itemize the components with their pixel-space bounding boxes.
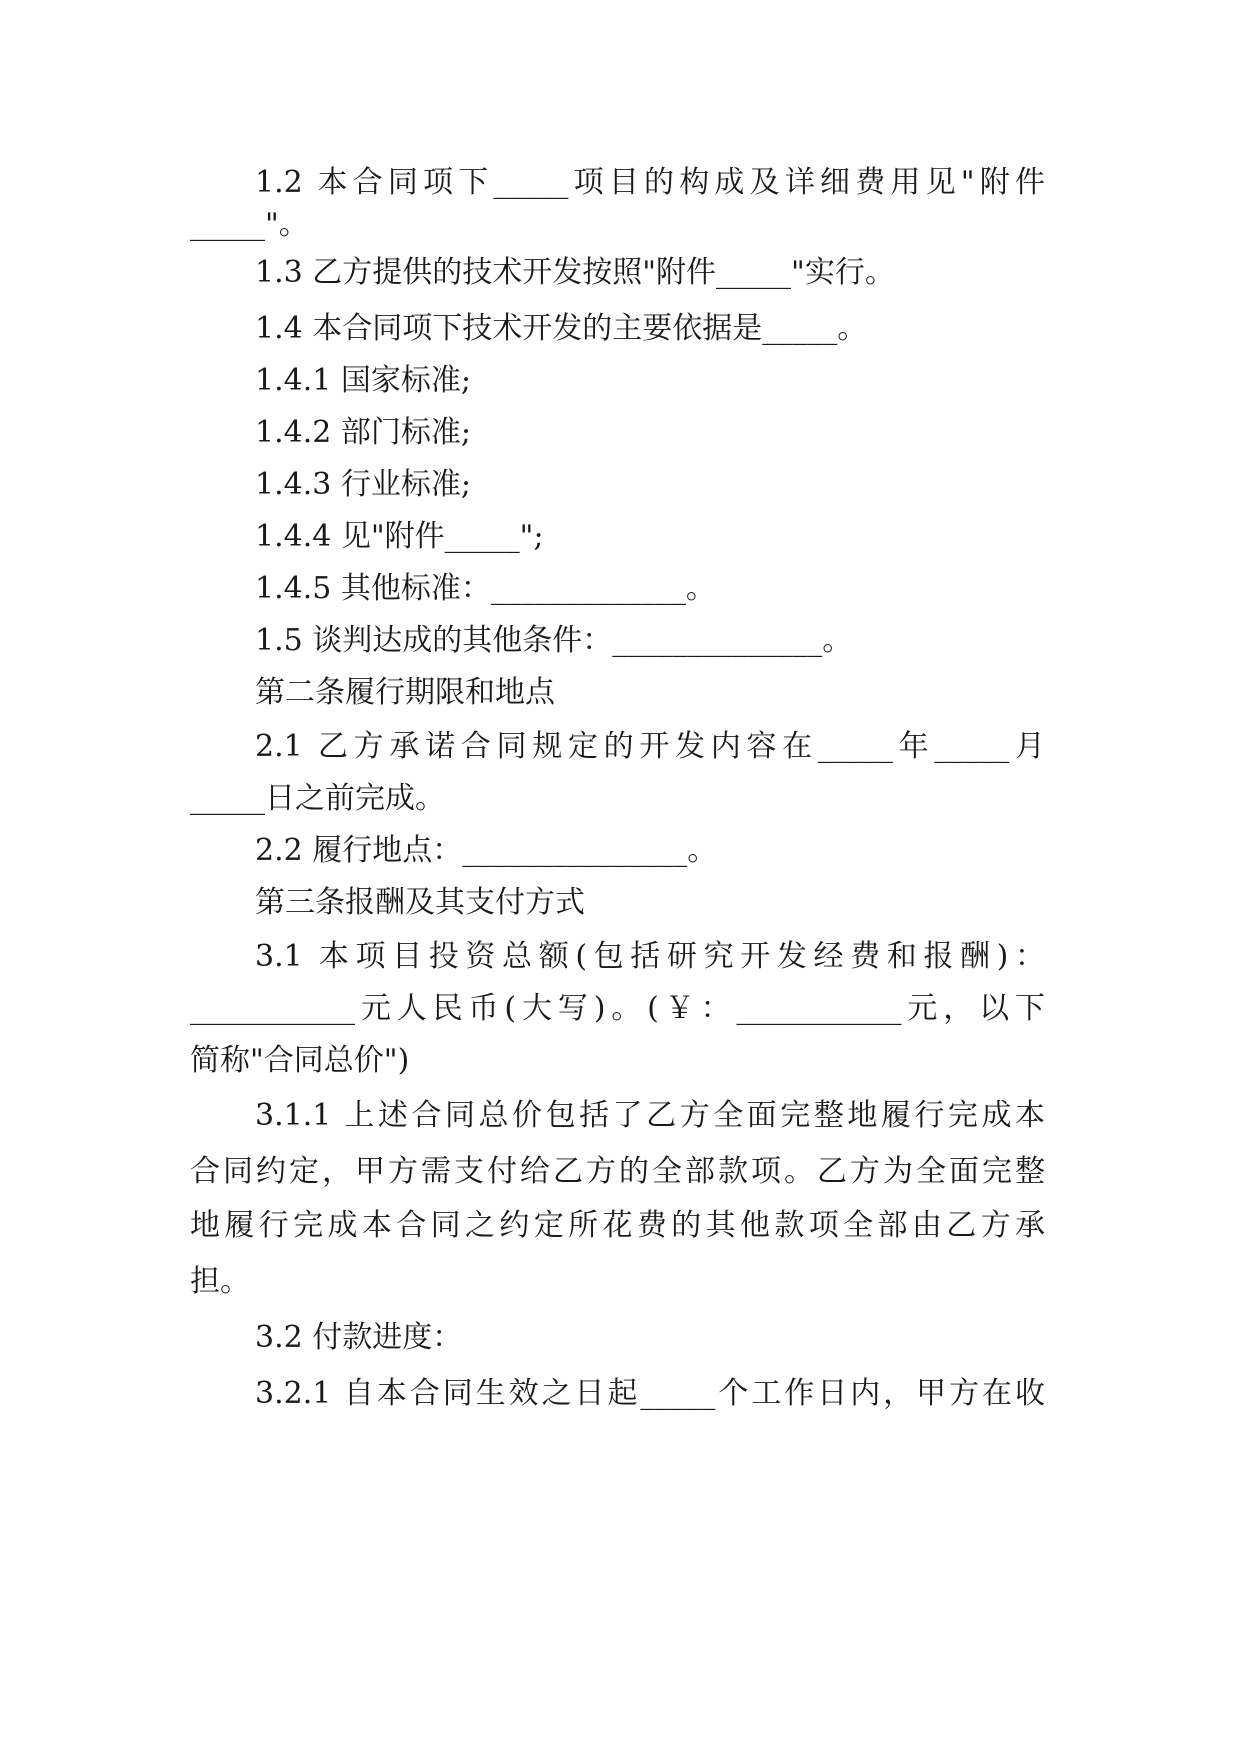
clause-1-2-line-1: 1.2 本合同项下_____项目的构成及详细费用见"附件 [255, 165, 1045, 200]
clause-2-2: 2.2 履行地点：_______________。 [255, 833, 718, 868]
clause-3-1-line-3: 简称"合同总价") [190, 1043, 410, 1078]
article-2-heading: 第二条履行期限和地点 [255, 675, 555, 710]
article-3-heading: 第三条报酬及其支付方式 [255, 885, 585, 920]
clause-3-1-line-1: 3.1 本项目投资总额(包括研究开发经费和报酬)： [255, 939, 1045, 974]
clause-3-1-1-line-2: 合同约定，甲方需支付给乙方的全部款项。乙方为全面完整 [190, 1154, 1045, 1189]
clause-1-4-5: 1.4.5 其他标准：_____________。 [255, 571, 716, 606]
clause-1-3: 1.3 乙方提供的技术开发按照"附件_____"实行。 [255, 255, 895, 290]
clause-1-4-3: 1.4.3 行业标准; [255, 467, 471, 502]
clause-3-2: 3.2 付款进度： [255, 1320, 463, 1355]
clause-3-1-1-line-1: 3.1.1 上述合同总价包括了乙方全面完整地履行完成本 [255, 1098, 1045, 1133]
clause-3-1-line-2: ___________元人民币(大写)。(￥：___________元，以下 [190, 991, 1045, 1026]
clause-3-2-1-line-1: 3.2.1 自本合同生效之日起_____个工作日内，甲方在收 [255, 1376, 1045, 1411]
clause-2-1-line-2: _____日之前完成。 [190, 781, 445, 816]
clause-1-4-2: 1.4.2 部门标准; [255, 415, 471, 450]
clause-1-4: 1.4 本合同项下技术开发的主要依据是_____。 [255, 311, 868, 346]
clause-2-1-line-1: 2.1 乙方承诺合同规定的开发内容在_____年_____月 [255, 729, 1045, 764]
clause-1-5: 1.5 谈判达成的其他条件：______________。 [255, 623, 853, 658]
clause-1-2-line-2: _____"。 [190, 207, 309, 242]
clause-1-4-1: 1.4.1 国家标准; [255, 363, 471, 398]
clause-3-1-1-line-4: 担。 [190, 1264, 250, 1299]
clause-1-4-4: 1.4.4 见"附件_____"; [255, 519, 544, 554]
clause-3-1-1-line-3: 地履行完成本合同之约定所花费的其他款项全部由乙方承 [190, 1208, 1045, 1243]
